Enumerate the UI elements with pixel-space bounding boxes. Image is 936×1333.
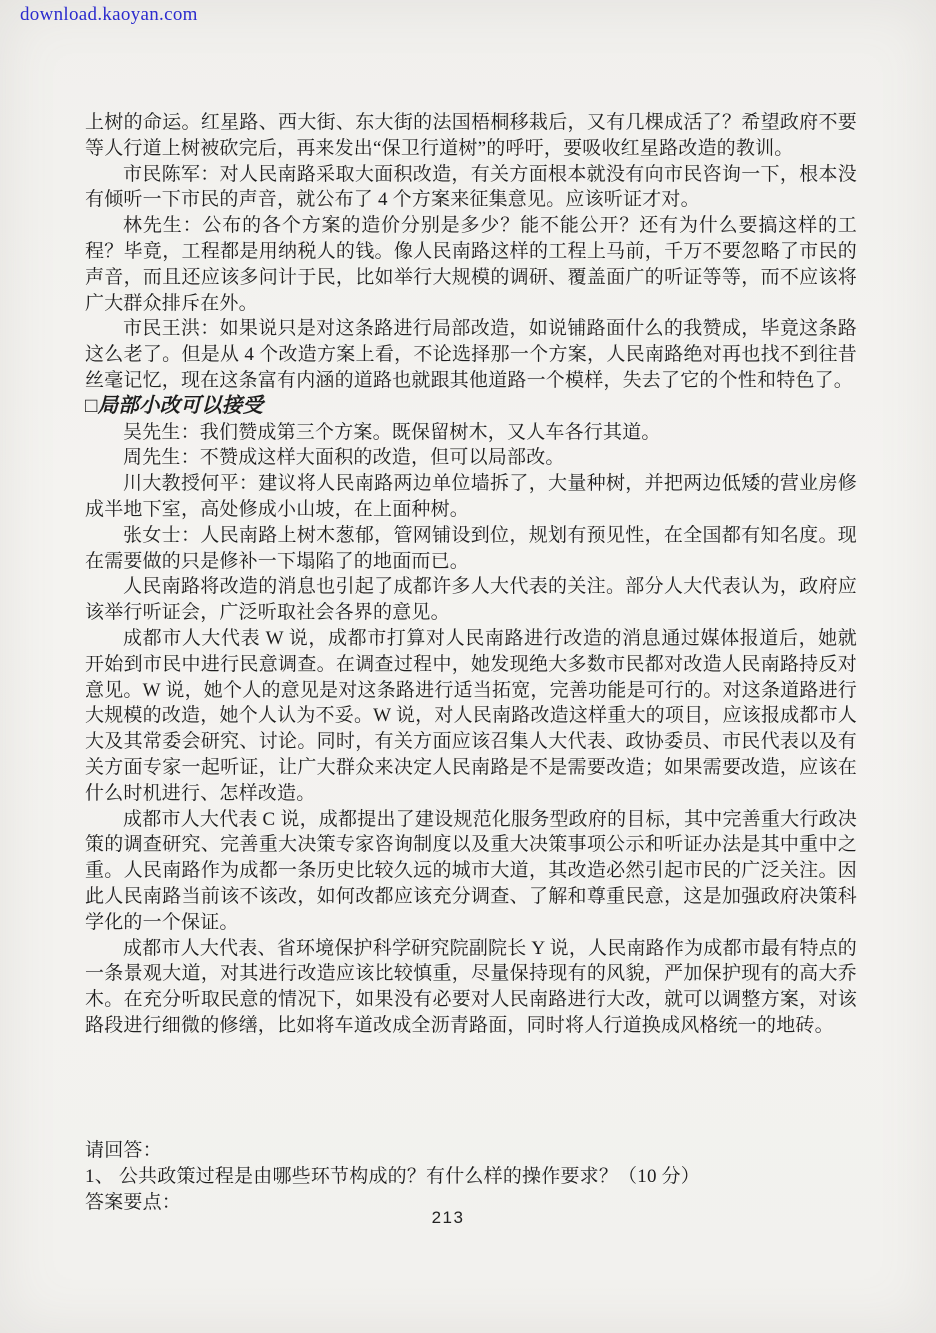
body-paragraph: 人民南路将改造的消息也引起了成都许多人大代表的关注。部分人大代表认为，政府应该举行听证会，广泛听取社会各界的意见。 bbox=[85, 576, 857, 624]
watermark-text: download.kaoyan.com bbox=[20, 4, 198, 25]
section-heading: □局部小改可以接受 bbox=[85, 394, 264, 417]
document-body bbox=[85, 110, 857, 1039]
question-prompt: 请回答： bbox=[85, 1140, 162, 1161]
body-paragraph: 张女士：人民南路上树木葱郁，管网铺设到位，规划有预见性，在全国都有知名度。现在需要做的只是修补一下塌陷了的地面而已。 bbox=[85, 524, 857, 572]
body-paragraph: 市民王洪：如果说只是对这条路进行局部改造，如说铺路面什么的我赞成，毕竟这条路这么老了。但是从 4 个改造方案上看，不论选择那一个方案，人民南路绝对再也找不到往昔丝毫记忆，现在这条富有内涵的道路也就跟其他道路一个模样，失去了它的个性和特色了。 bbox=[85, 318, 857, 391]
body-paragraph: 周先生：不赞成这样大面积的改造，但可以局部改。 bbox=[123, 447, 565, 469]
body-paragraph: 吴先生：我们赞成第三个方案。既保留树木，又人车各行其道。 bbox=[123, 421, 661, 443]
body-paragraph: 上树的命运。红星路、西大街、东大街的法国梧桐移栽后，又有几棵成活了？希望政府不要等人行道上树被砍完后，再来发出“保卫行道树”的呼吁，要吸收红星路改造的教训。 bbox=[85, 112, 857, 159]
body-paragraph: 川大教授何平：建议将人民南路两边单位墙拆了，大量种树，并把两边低矮的营业房修成半地下室，高处修成小山坡，在上面种树。 bbox=[85, 473, 857, 520]
body-paragraph: 林先生：公布的各个方案的造价分别是多少？能不能公开？还有为什么要搞这样的工程？毕竟，工程都是用纳税人的钱。像人民南路这样的工程上马前，千万不要忽略了市民的声音，而且还应该多问计于民，比如举行大规模的调研、覆盖面广的听证等等，而不应该将广大群众排斥在外。 bbox=[85, 215, 857, 314]
body-paragraph: 成都市人大代表 W 说，成都市打算对人民南路进行改造的消息通过媒体报道后，她就开始到市民中进行民意调查。在调查过程中，她发现绝大多数市民都对改造人民南路持反对意见。W 说，她个人的意见是对这条路进行适当拓宽，完善功能是可行的。对这条道路进行大规模的改造，她个人认为不妥。W 说，对人民南路改造这样重大的项目，应该报成都市人大及其常委会研究、讨论。同时，有关方面应该召集人大代表、政协委员、市民代表以及有关方面专家一起听证，让广大群众来决定人民南路是不是需要改造；如果需要改造，应该在什么时机进行、怎样改造。 bbox=[85, 627, 857, 804]
question-item-1: 1、 公共政策过程是由哪些环节构成的？有什么样的操作要求？（10 分） bbox=[85, 1166, 701, 1187]
body-paragraph: 成都市人大代表、省环境保护科学研究院副院长 Y 说，人民南路作为成都市最有特点的一条景观大道，对其进行改造应该比较慎重，尽量保持现有的风貌，严加保护现有的高大乔木。在充分听取民意的情况下，如果没有必要对人民南路进行大改，就可以调整方案，对该路段进行细微的修缮，比如将车道改成全沥青路面，同时将人行道换成风格统一的地砖。 bbox=[85, 937, 857, 1036]
body-paragraph: 市民陈军：对人民南路采取大面积改造，有关方面根本就没有向市民咨询一下，根本没有倾听一下市民的声音，就公布了 4 个方案来征集意见。应该听证才对。 bbox=[85, 163, 857, 211]
question-section bbox=[85, 1138, 857, 1216]
page-number: 213 bbox=[431, 1208, 465, 1227]
answer-points-label: 答案要点： bbox=[85, 1192, 182, 1213]
body-paragraph: 成都市人大代表 C 说，成都提出了建设规范化服务型政府的目标，其中完善重大行政决策的调查研究、完善重大决策专家咨询制度以及重大决策事项公示和听证办法是其中重中之重。人民南路作为成都一条历史比较久远的城市大道，其改造必然引起市民的广泛关注。因此人民南路当前该不该改，如何改都应该充分调查、了解和尊重民意，这是加强政府决策科学化的一个保证。 bbox=[85, 808, 857, 933]
